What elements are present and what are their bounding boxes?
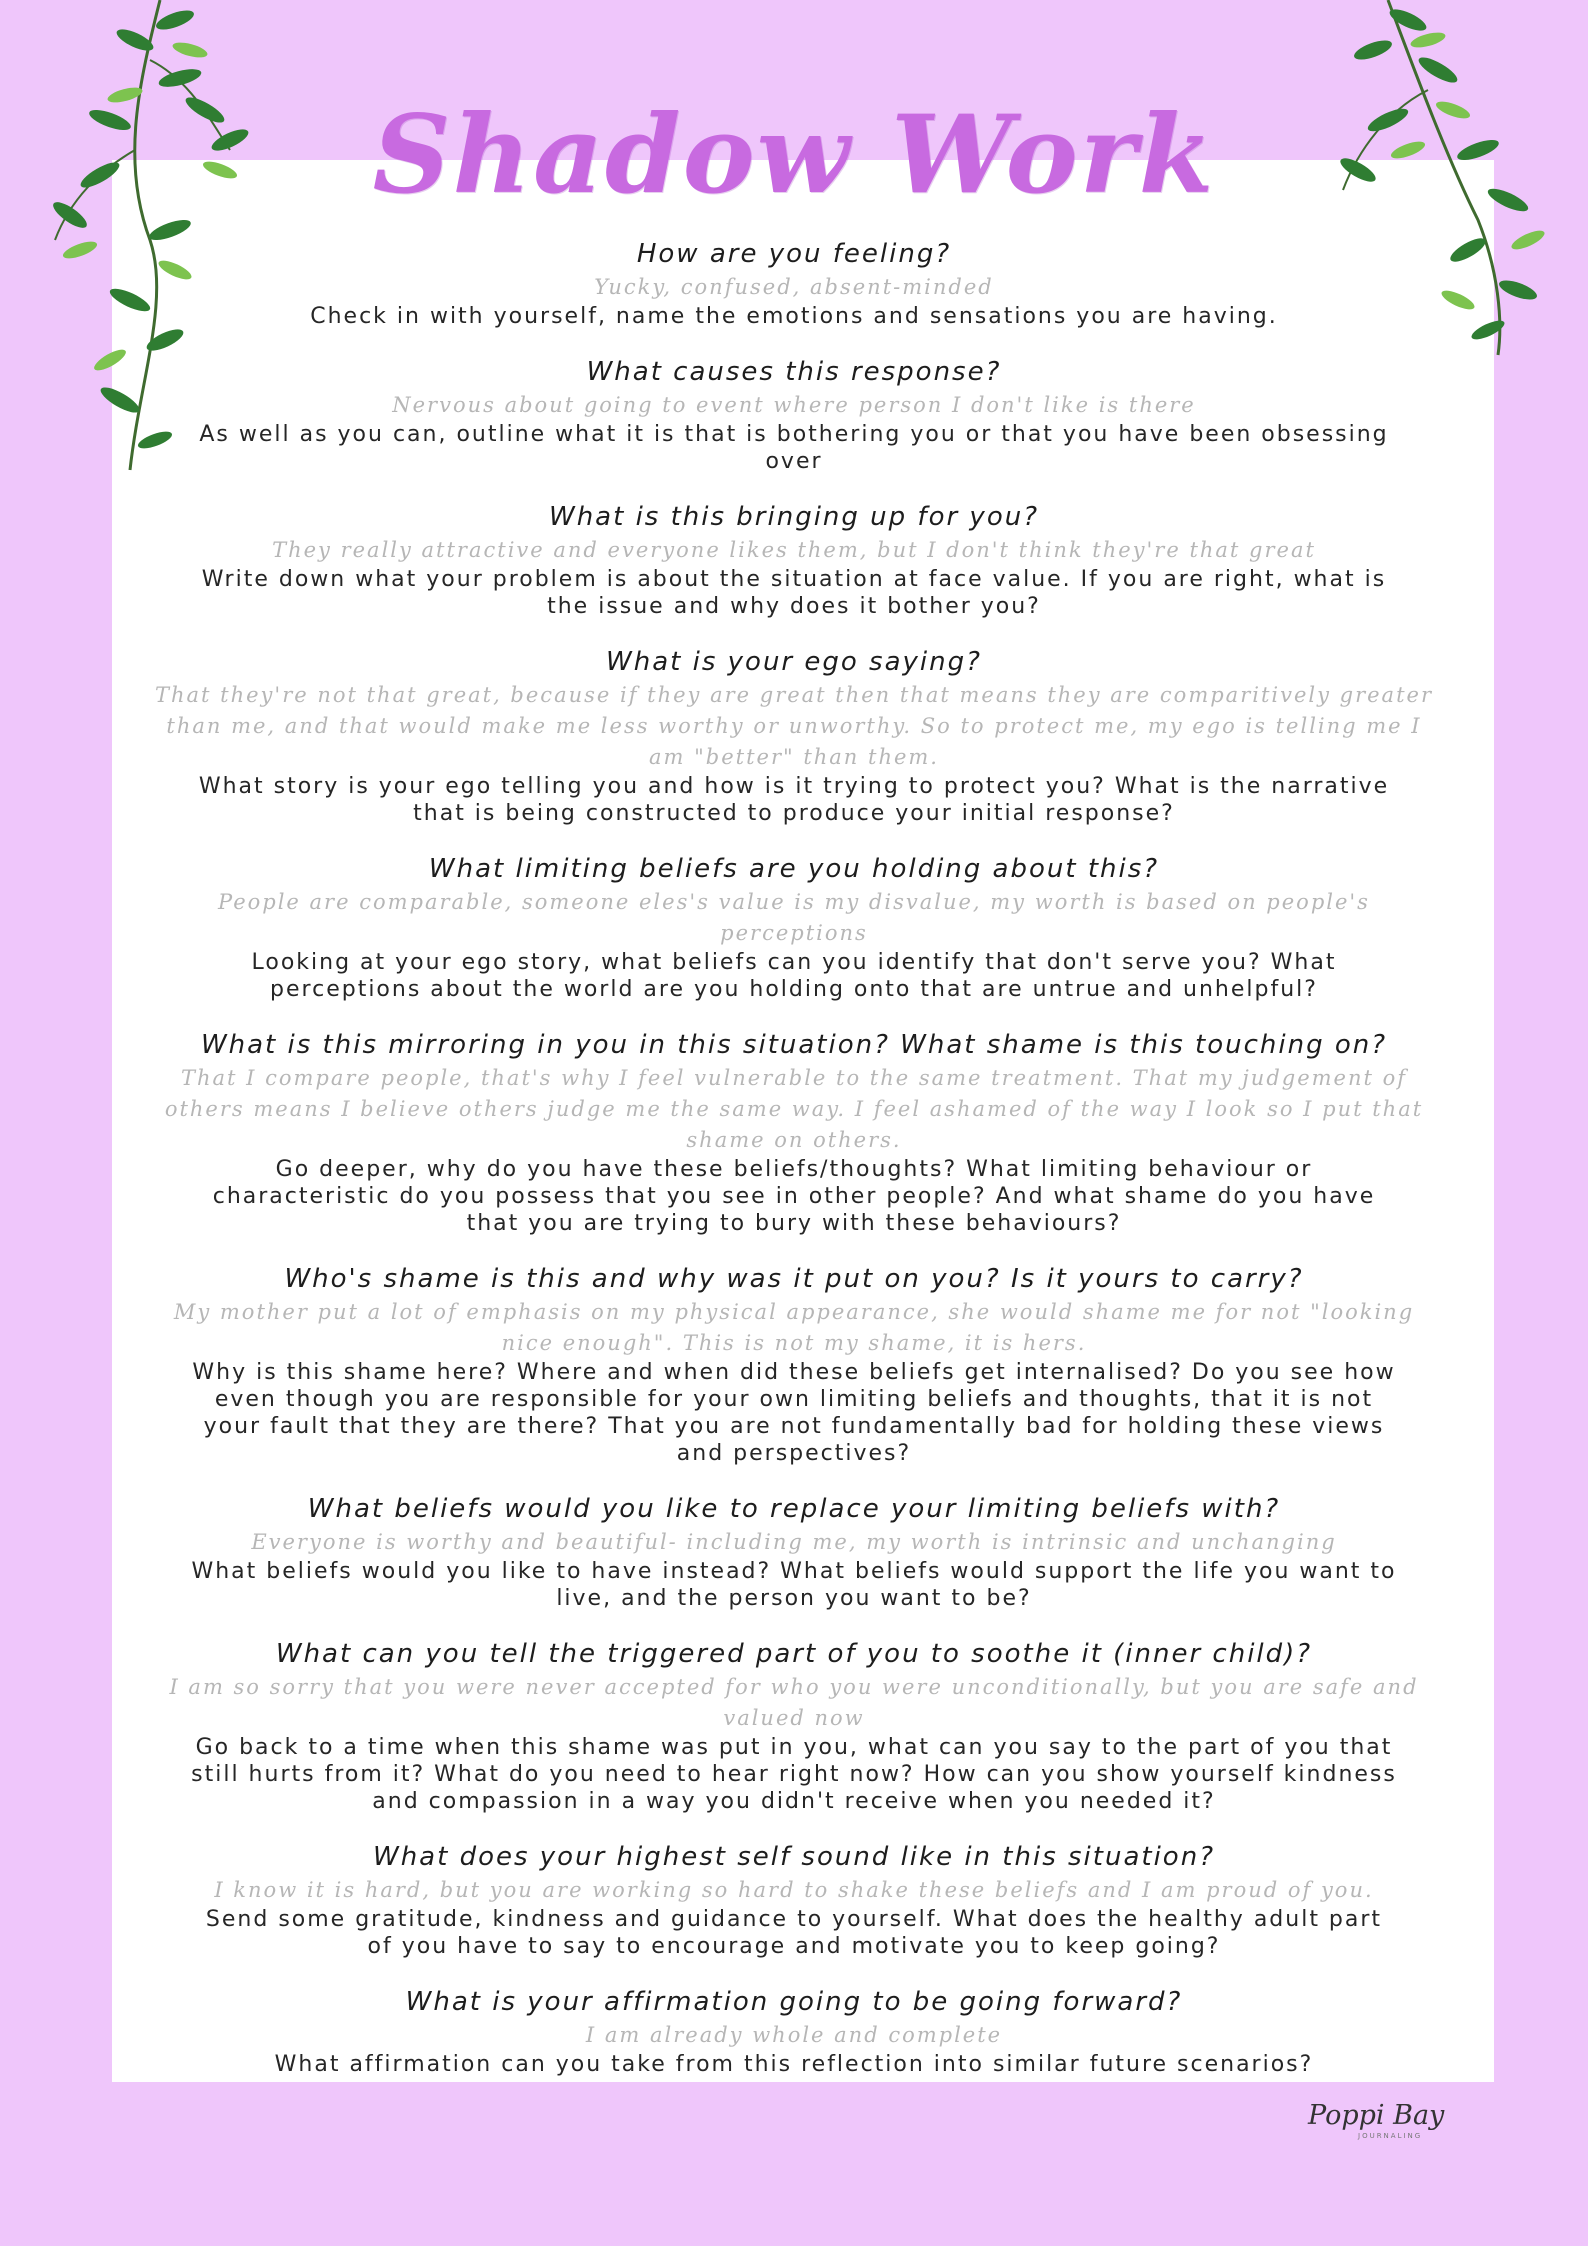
- prompt-instruction: Check in with yourself, name the emotions and sensations you are having.: [310, 304, 1278, 329]
- prompt-instruction: As well as you can, outline what it is that is bothering you or that you have been obsessing over: [199, 422, 1389, 474]
- prompt-instruction: Why is this shame here? Where and when did these beliefs get internalised? Do you see how even though you are responsible for your own limiting beliefs and thoughts, that it is not your fault that they are there? That you are not fundamentally bad for holding these views and perspectives?: [192, 1360, 1396, 1466]
- question: How are you feeling?: [636, 239, 952, 269]
- question: What is your affirmation going to be going forward?: [405, 1987, 1183, 2017]
- question: What does your highest self sound like in this situation?: [373, 1842, 1215, 1872]
- section-highest-self: [150, 1839, 1438, 1960]
- section-bringing-up: [150, 499, 1438, 620]
- question: What causes this response?: [586, 357, 1002, 387]
- prompt-instruction: What affirmation can you take from this reflection into similar future scenarios?: [274, 2052, 1314, 2077]
- logo-name: Poppi Bay: [1308, 2100, 1445, 2131]
- question: What is this mirroring in you in this situation? What shame is this touching on?: [200, 1030, 1388, 1060]
- example-answer: That I compare people, that's why I feel vulnerable to the same treatment. That my judgement of others means I believe others judge me the same way. I feel ashamed of the way I look so I put that shame on others.: [164, 1066, 1424, 1152]
- brand-logo: [1296, 2096, 1446, 2146]
- section-replace-beliefs: [150, 1491, 1438, 1612]
- section-inner-child: [150, 1636, 1438, 1815]
- section-cause: [150, 354, 1438, 475]
- section-feeling: [150, 236, 1438, 330]
- prompt-instruction: Go back to a time when this shame was put in you, what can you say to the part of you that still hurts from it? What do you need to hear right now? How can you show yourself kindness and compassion in a way you didn't receive when you needed it?: [191, 1735, 1397, 1814]
- example-answer: Yucky, confused, absent-minded: [594, 275, 994, 299]
- section-ego: [150, 644, 1438, 827]
- example-answer: I am so sorry that you were never accepted for who you were unconditionally, but you are safe and valued now: [169, 1675, 1419, 1730]
- question: What is your ego saying?: [606, 647, 982, 677]
- section-affirmation: [150, 1984, 1438, 2078]
- question: What limiting beliefs are you holding about this?: [428, 854, 1160, 884]
- prompt-instruction: Write down what your problem is about the situation at face value. If you are right, what is the issue and why does it bother you?: [201, 567, 1387, 619]
- question-list: [150, 236, 1438, 2102]
- section-limiting-beliefs: [150, 851, 1438, 1003]
- logo-subtitle: JOURNALING: [1358, 2132, 1423, 2140]
- prompt-instruction: Looking at your ego story, what beliefs can you identify that don't serve you? What perceptions about the world are you holding onto that are untrue and unhelpful?: [251, 950, 1337, 1002]
- prompt-instruction: Go deeper, why do you have these beliefs/thoughts? What limiting behaviour or characteristic do you possess that you see in other people? And what shame do you have that you are trying to bury with these behaviours?: [212, 1157, 1376, 1236]
- page-title: Shadow Work: [372, 92, 1216, 218]
- section-whose-shame: [150, 1261, 1438, 1467]
- prompt-instruction: Send some gratitude, kindness and guidance to yourself. What does the healthy adult part of you have to say to encourage and motivate you to keep going?: [205, 1907, 1383, 1959]
- question: What beliefs would you like to replace your limiting beliefs with?: [307, 1494, 1281, 1524]
- prompt-instruction: What beliefs would you like to have instead? What beliefs would support the life you want to live, and the person you want to be?: [191, 1559, 1397, 1611]
- example-answer: That they're not that great, because if they are great then that means they are comparitively greater than me, and that would make me less worthy or unworthy. So to protect me, my ego is telling me I am "better" than them.: [155, 683, 1433, 769]
- example-answer: People are comparable, someone eles's value is my disvalue, my worth is based on people's perceptions: [218, 890, 1370, 945]
- example-answer: I know it is hard, but you are working so hard to shake these beliefs and I am proud of you.: [214, 1878, 1374, 1902]
- example-answer: Everyone is worthy and beautiful- including me, my worth is intrinsic and unchanging: [251, 1530, 1337, 1554]
- section-mirroring: [150, 1027, 1438, 1237]
- question: What is this bringing up for you?: [548, 502, 1040, 532]
- question: What can you tell the triggered part of you to soothe it (inner child)?: [275, 1639, 1313, 1669]
- question: Who's shame is this and why was it put on you? Is it yours to carry?: [284, 1264, 1304, 1294]
- example-answer: Nervous about going to event where person I don't like is there: [392, 393, 1196, 417]
- prompt-instruction: What story is your ego telling you and how is it trying to protect you? What is the narrative that is being constructed to produce your initial response?: [198, 774, 1390, 826]
- example-answer: They really attractive and everyone likes them, but I don't think they're that great: [272, 538, 1316, 562]
- example-answer: I am already whole and complete: [585, 2023, 1003, 2047]
- example-answer: My mother put a lot of emphasis on my physical appearance, she would shame me for not "looking nice enough". This is not my shame, it is hers.: [173, 1300, 1415, 1355]
